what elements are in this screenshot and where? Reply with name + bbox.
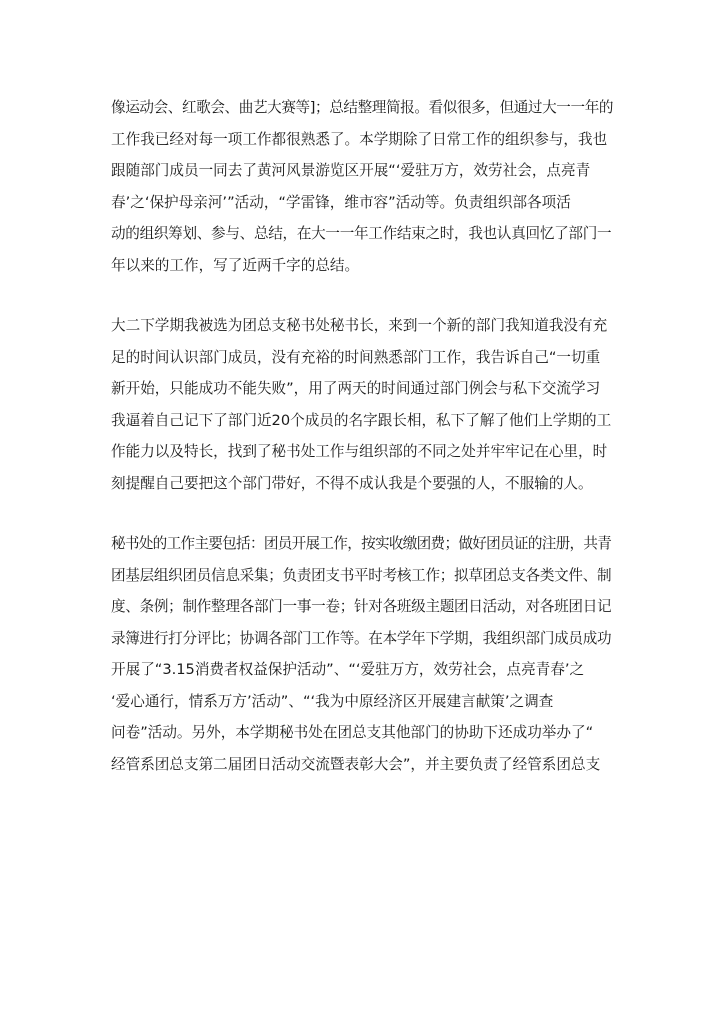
paragraph-3 [111,528,613,780]
text-line: 刻提醒自己要把这个部门带好，不得不成认我是个要强的人，不服输的人。 [111,474,593,492]
paragraph-1 [111,92,613,281]
text-line: 足的时间认识部门成员，没有充裕的时间熟悉部门工作，我告诉自己“一切重 [111,348,601,366]
text-line: 经管系团总支第二届团日活动交流暨表彰大会”，并主要负责了经管系团总支 [111,755,601,773]
text-line: 像运动会、红歌会、曲艺大赛等]；总结整理简报。看似很多，但通过大一一年的 [111,99,614,116]
text-line: 动的组织筹划、参与、总结，在大一一年工作结束之时，我也认真回忆了部门一 [111,225,612,242]
paragraph-2 [111,310,613,499]
text-line: 春’之‘保护母亲河’”活动，“学雷锋，维市容”活动等。负责组织部各项活 [111,193,571,211]
document-page [111,92,613,780]
text-line: 新开始，只能成功不能失败”，用了两天的时间通过部门例会与私下交流学习 [111,380,601,397]
text-line: 度、条例；制作整理各部门一事一卷；针对各班级主题团日活动，对各班团日记 [111,598,612,615]
text-line: 我逼着自己记下了部门近20个成员的名字跟长相，私下了解了他们上学期的工 [111,411,612,429]
text-line: 问卷”活动。另外，本学期秘书处在团总支其他部门的协助下还成功举办了“ [111,724,594,741]
text-line: ‘爱心通行，情系万方’活动”、“‘我为中原经济区开展建言献策’之调查 [111,692,554,710]
paragraph-gap [111,499,613,528]
paragraph-gap [111,281,613,310]
text-line: 工作我已经对每一项工作都很熟悉了。本学期除了日常工作的组织参与，我也 [111,130,608,148]
text-line: 大二下学期我被选为团总支秘书处秘书长，来到一个新的部门我知道我没有充 [111,317,608,334]
text-line: 团基层组织团员信息采集；负责团支书平时考核工作；拟草团总支各类文件、制 [111,566,612,584]
text-line: 年以来的工作，写了近两千字的总结。 [111,256,360,274]
text-line: 录簿进行打分评比；协调各部门工作等。在本学年下学期，我组织部门成员成功 [111,629,612,647]
text-line: 作能力以及特长，找到了秘书处工作与组织部的不同之处并牢牢记在心里，时 [111,443,608,460]
text-line: 跟随部门成员一同去了黄河风景游览区开展“‘爱驻万方，效劳社会，点亮青 [111,162,591,179]
text-line: 秘书处的工作主要包括：团员开展工作，按实收缴团费；做好团员证的注册，共青 [111,535,612,552]
text-line: 开展了“3.15消费者权益保护活动”、“‘爱驻万方，效劳社会，点亮青春’之 [111,661,585,678]
